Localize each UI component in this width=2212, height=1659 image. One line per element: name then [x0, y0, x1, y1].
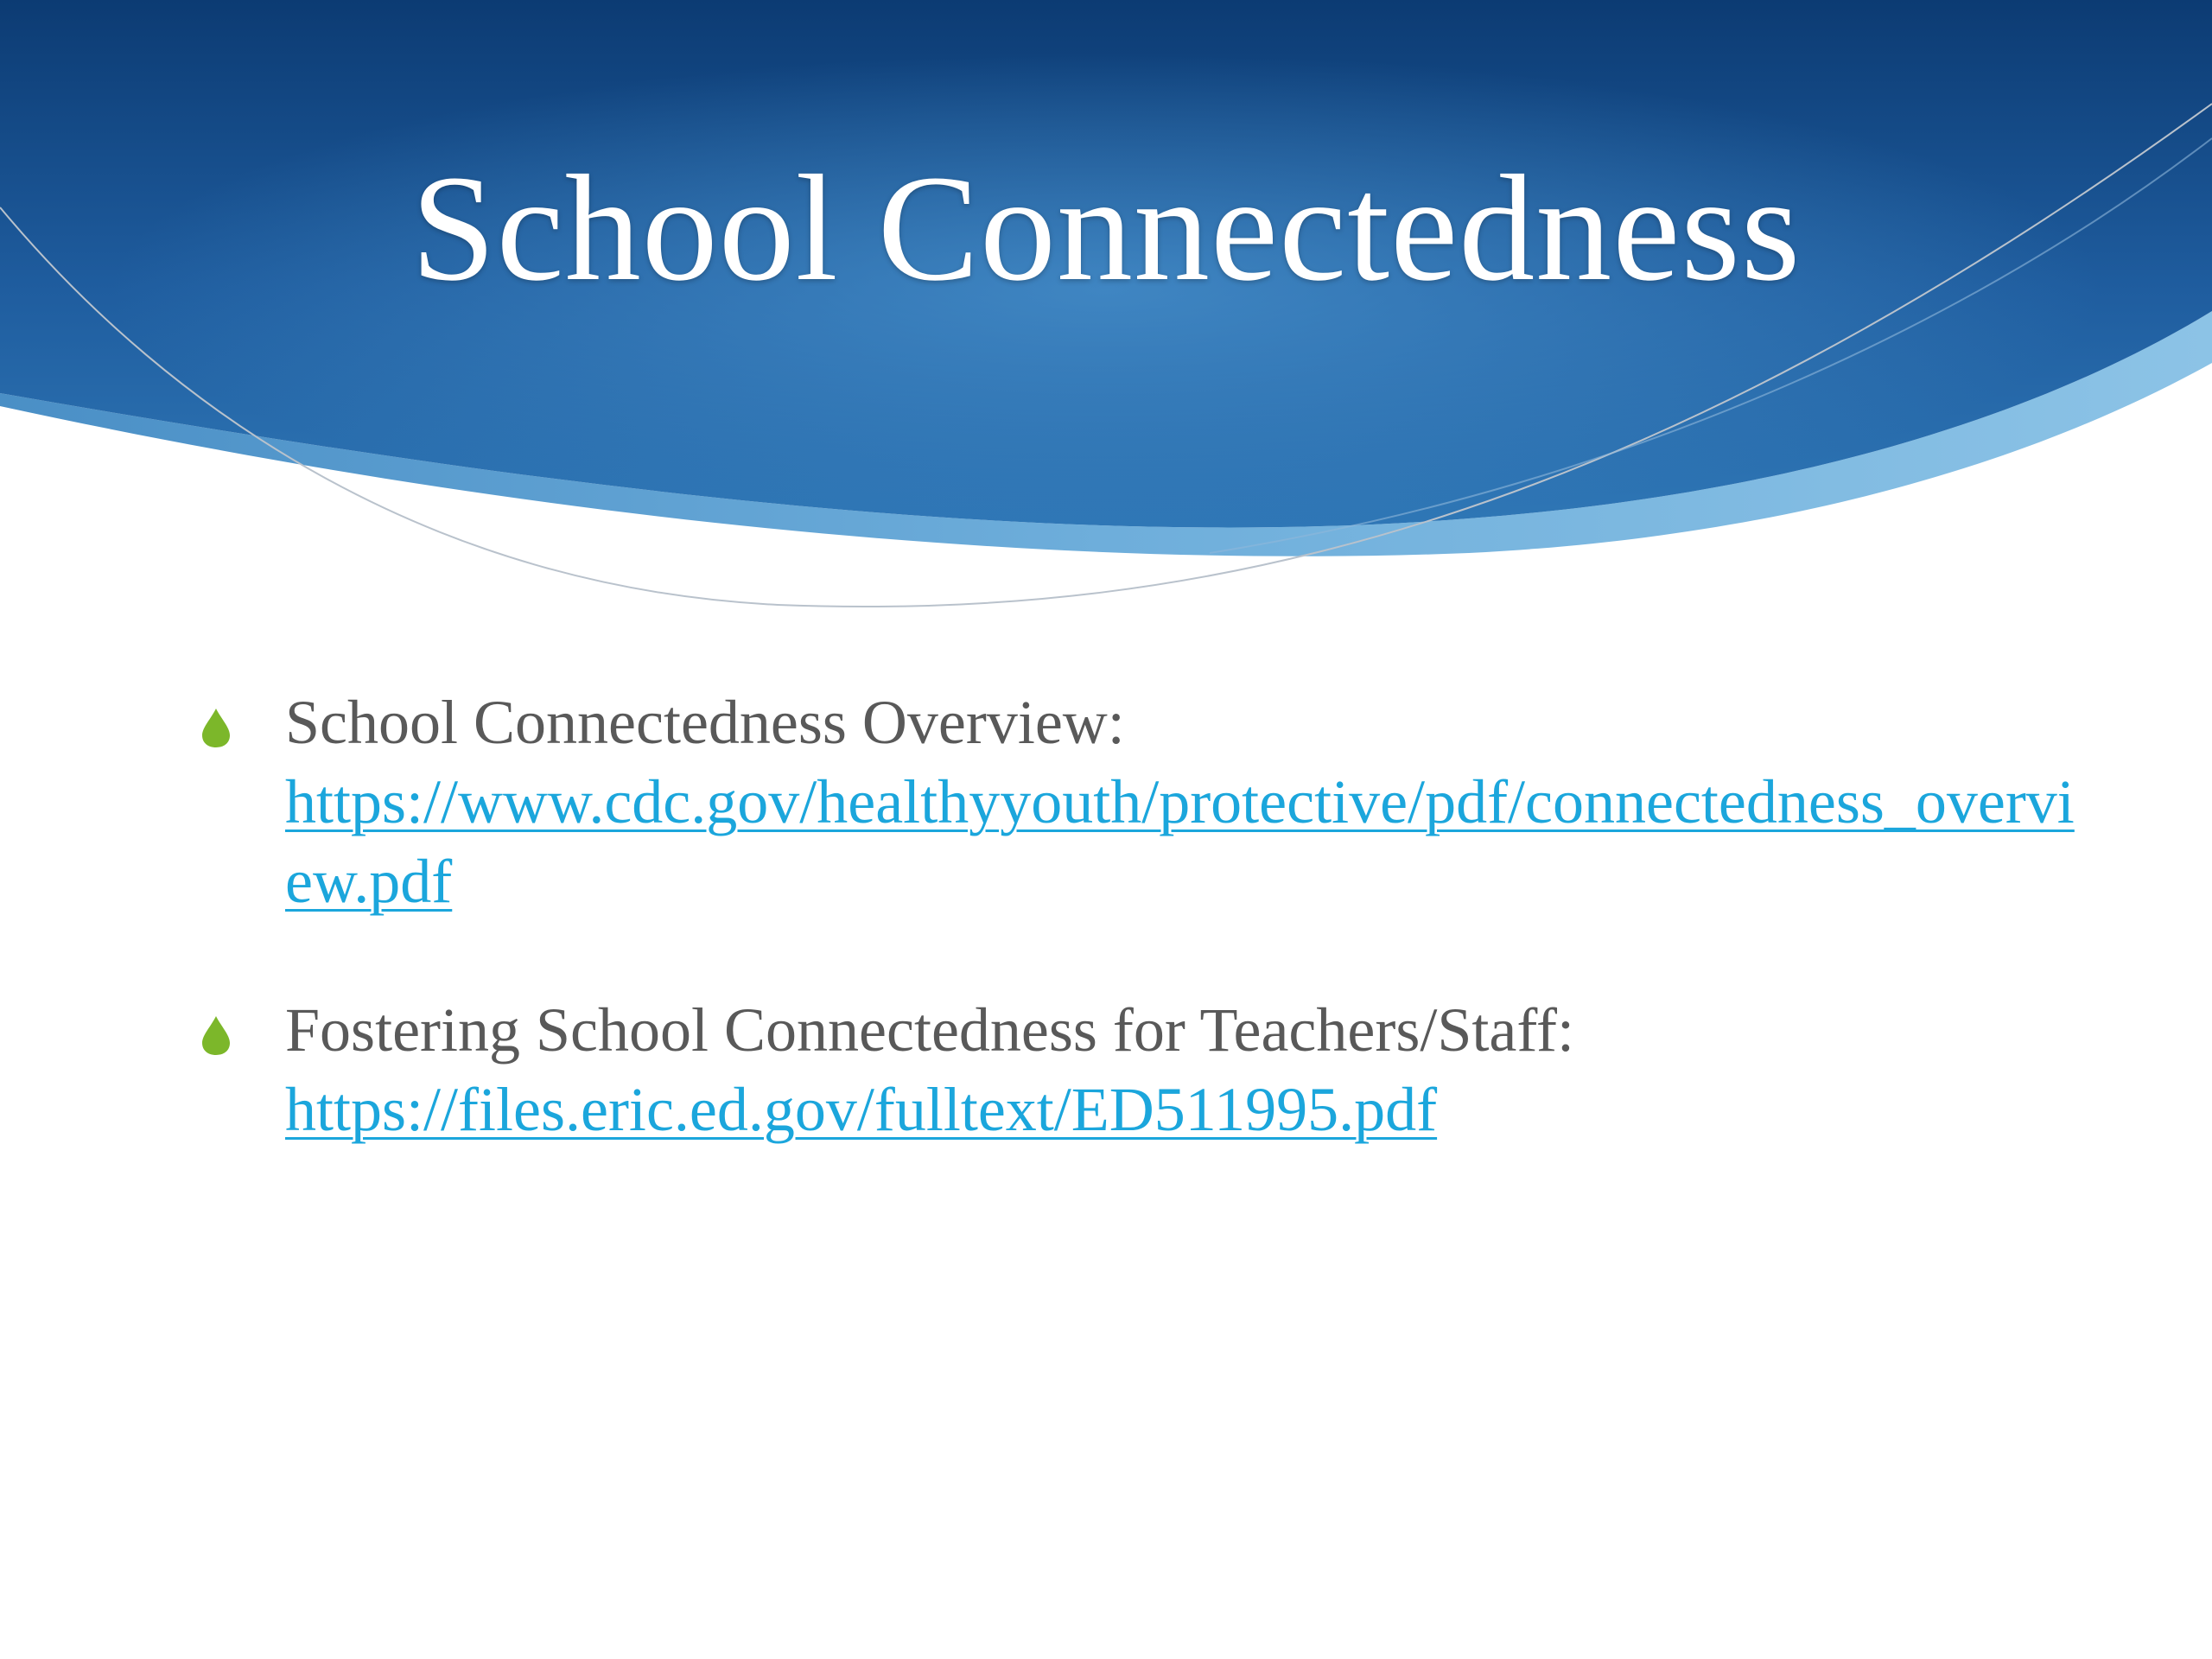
- cdc-overview-link[interactable]: https://www.cdc.gov/healthyyouth/protective/pdf/connectedness_overview.pdf: [285, 767, 2075, 916]
- water-drop-icon: [199, 707, 233, 748]
- header-banner: [0, 0, 2212, 657]
- bullet-text: Fostering School Connectedness for Teachers/Staff:: [285, 995, 1574, 1065]
- list-item: [199, 990, 2100, 1149]
- slide-title: School Connectedness: [410, 144, 1802, 313]
- eric-fulltext-link[interactable]: https://files.eric.ed.gov/fulltext/ED511995.pdf: [285, 1075, 1438, 1144]
- bullet-list: [199, 683, 2100, 1218]
- water-drop-icon: [199, 1014, 233, 1056]
- bullet-text: School Connectedness Overview:: [285, 688, 1125, 757]
- list-item: [199, 683, 2100, 921]
